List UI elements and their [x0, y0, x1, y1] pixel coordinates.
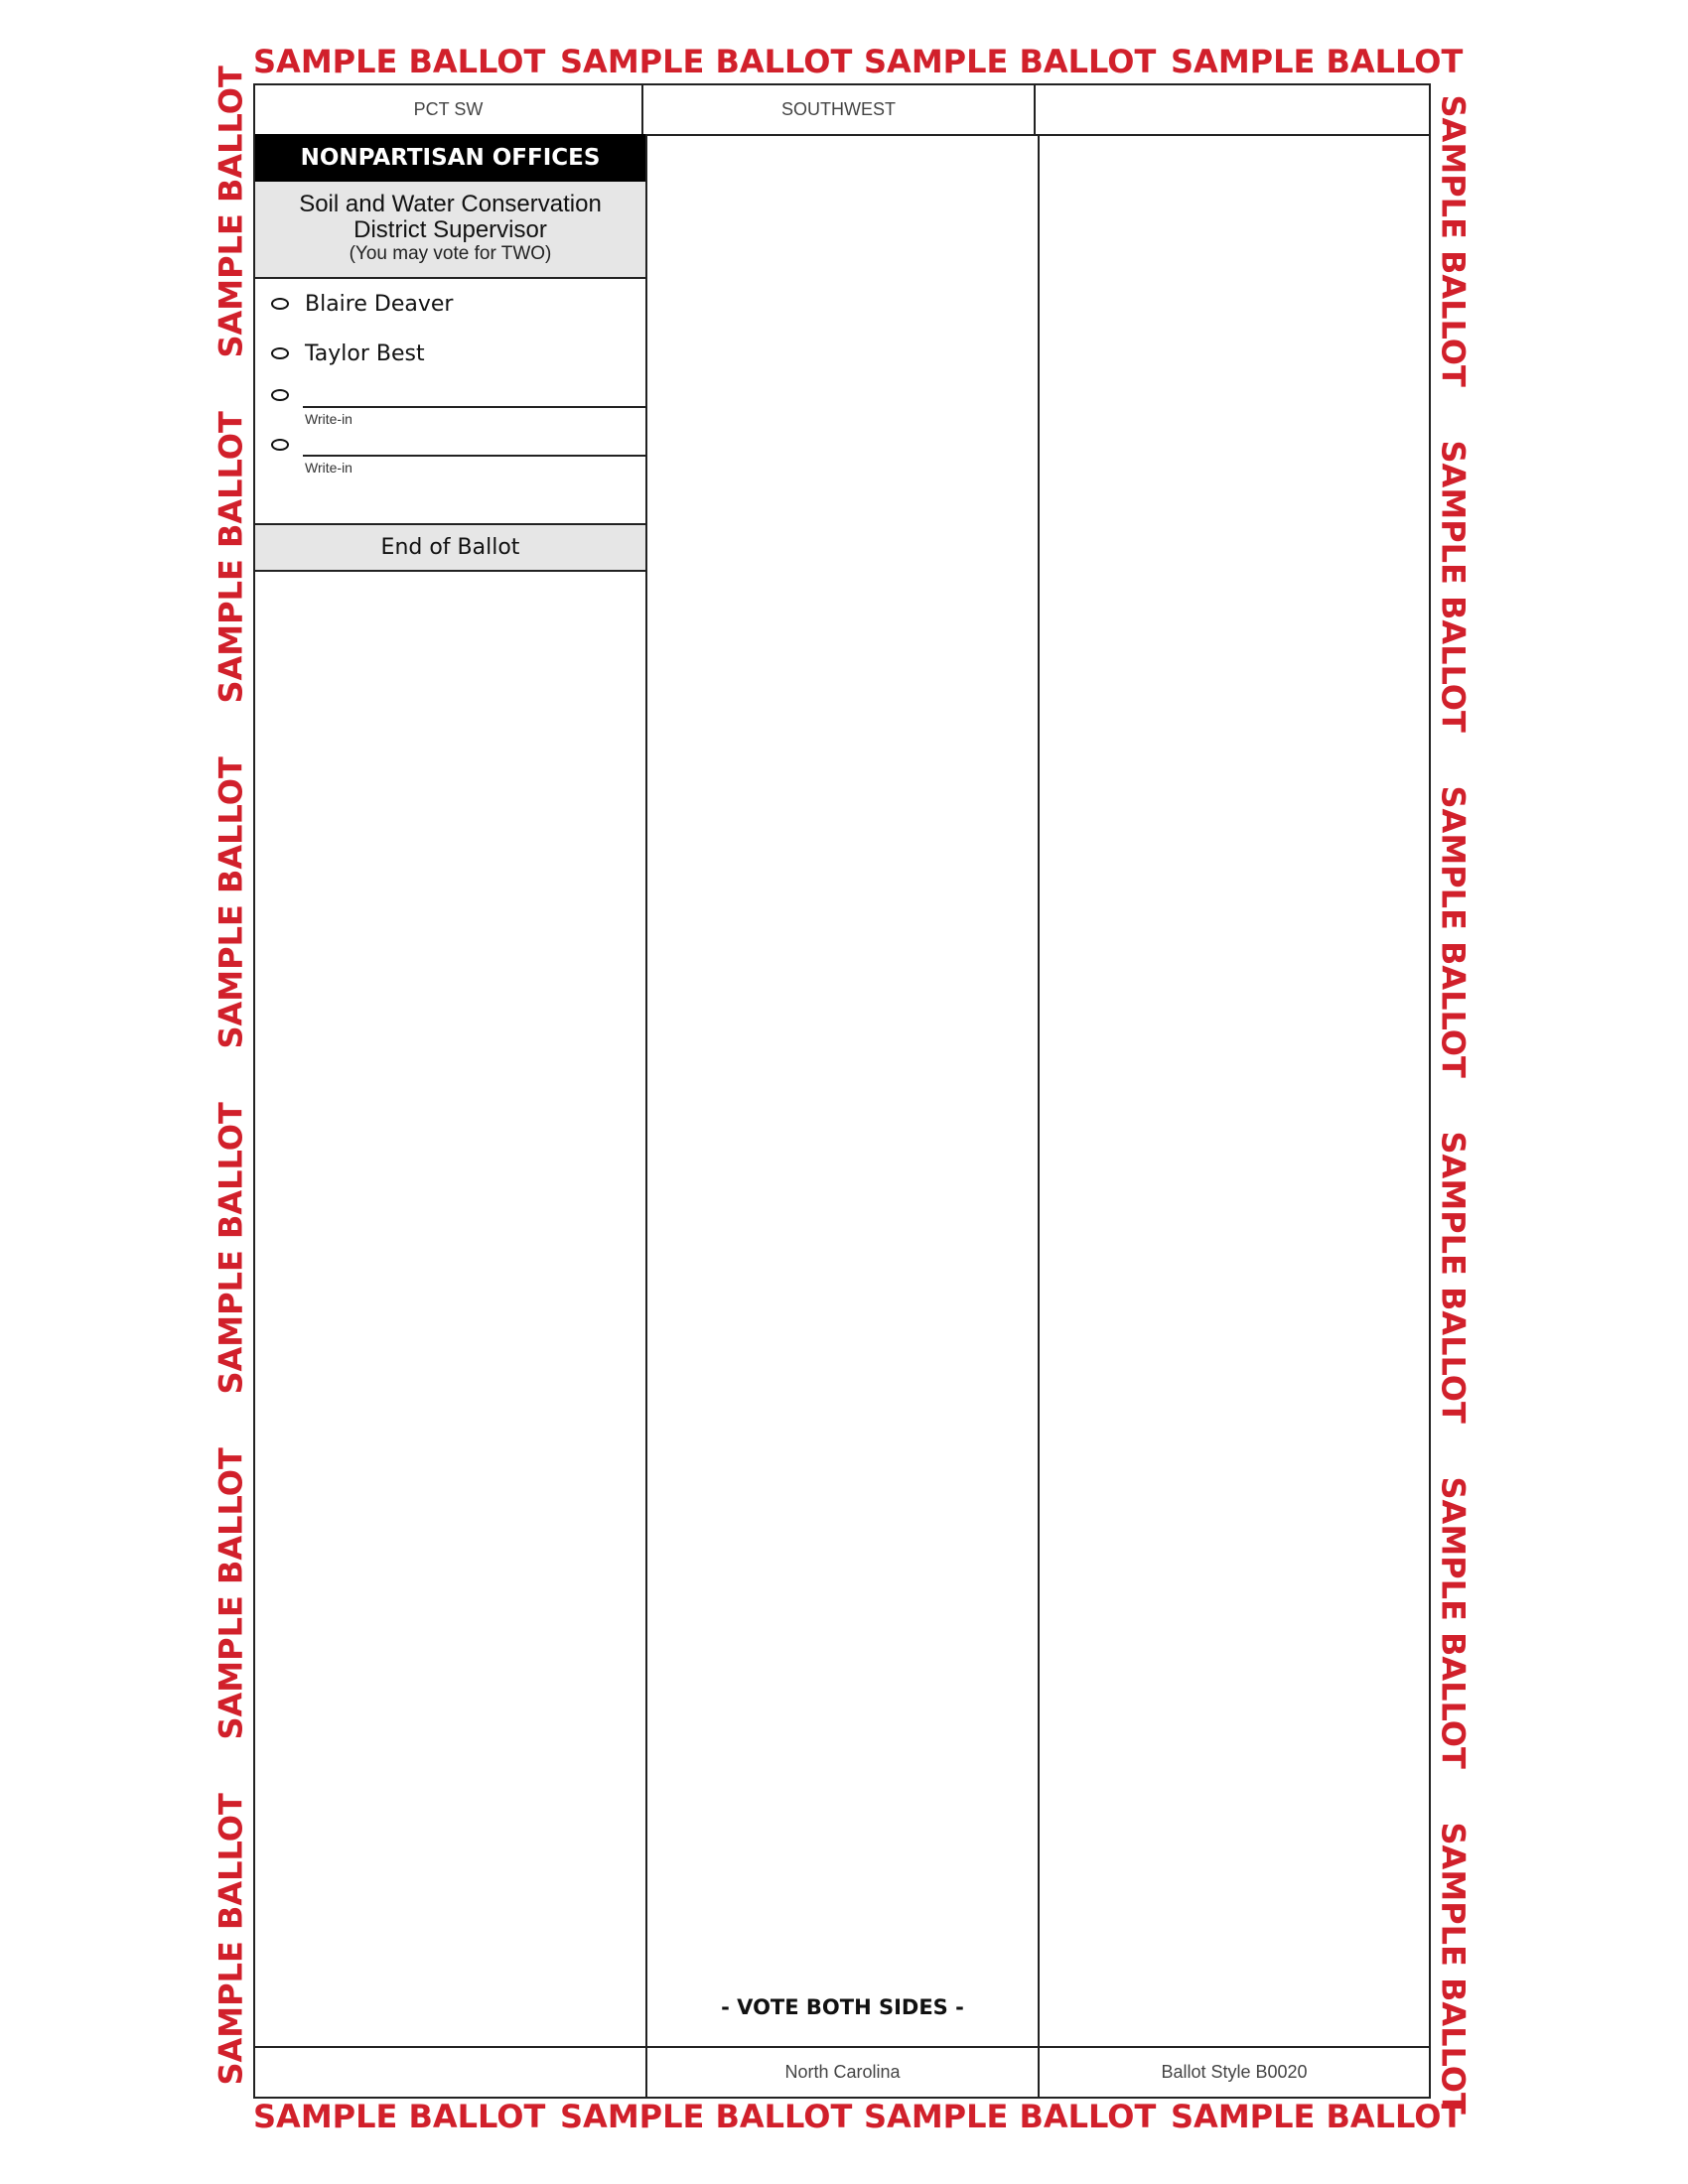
watermark-left-1: SAMPLE BALLOT [211, 66, 250, 358]
watermark-bottom-4: SAMPLE BALLOT [1171, 2098, 1464, 2135]
watermark-top-2: SAMPLE BALLOT [560, 43, 853, 80]
district-label: SOUTHWEST [643, 85, 1036, 134]
writein-line-2[interactable] [303, 455, 645, 457]
precinct-label: PCT SW [255, 85, 643, 134]
contest-title-line1: Soil and Water Conservation [299, 191, 602, 217]
watermark-right-4: SAMPLE BALLOT [1434, 1131, 1473, 1424]
watermark-bottom-3: SAMPLE BALLOT [864, 2098, 1157, 2135]
ballot-footer [255, 2046, 1429, 2097]
vote-oval[interactable] [271, 389, 289, 401]
state-label: North Carolina [647, 2048, 1040, 2097]
contest-heading [255, 182, 645, 279]
choice-taylor-best[interactable] [271, 337, 645, 370]
watermark-right-1: SAMPLE BALLOT [1434, 94, 1473, 387]
vote-oval[interactable] [271, 347, 289, 359]
contest-title-line2: District Supervisor [353, 216, 547, 243]
watermark-right-6: SAMPLE BALLOT [1434, 1822, 1473, 2115]
watermark-left-2: SAMPLE BALLOT [211, 411, 250, 704]
candidate-name: Taylor Best [305, 341, 425, 366]
footer-cell-1 [255, 2048, 647, 2097]
column-divider-1 [645, 134, 647, 2048]
header-cell-3 [1036, 85, 1429, 134]
watermark-right-5: SAMPLE BALLOT [1434, 1476, 1473, 1769]
vote-both-sides-note: - VOTE BOTH SIDES - [721, 1995, 964, 2019]
choice-blaire-deaver[interactable] [271, 287, 645, 321]
watermark-left-3: SAMPLE BALLOT [211, 756, 250, 1049]
writein-label-2: Write-in [305, 460, 352, 476]
watermark-left-5: SAMPLE BALLOT [211, 1447, 250, 1740]
writein-line-1[interactable] [303, 406, 645, 408]
watermark-left-6: SAMPLE BALLOT [211, 1793, 250, 2086]
writein-label-1: Write-in [305, 411, 352, 427]
watermark-left-4: SAMPLE BALLOT [211, 1102, 250, 1395]
candidate-name: Blaire Deaver [305, 291, 454, 317]
watermark-top-4: SAMPLE BALLOT [1171, 43, 1464, 80]
column-divider-2 [1038, 134, 1040, 2048]
contest-instruction: (You may vote for TWO) [349, 243, 552, 264]
end-of-ballot: End of Ballot [255, 523, 645, 572]
vote-oval[interactable] [271, 298, 289, 310]
ballot-header [255, 85, 1429, 136]
ballot-column-1 [255, 134, 645, 572]
vote-oval[interactable] [271, 439, 289, 451]
watermark-right-3: SAMPLE BALLOT [1434, 785, 1473, 1078]
watermark-bottom-1: SAMPLE BALLOT [253, 2098, 546, 2135]
ballot-style-label: Ballot Style B0020 [1161, 2062, 1308, 2082]
contest-choices [255, 279, 645, 523]
section-heading: NONPARTISAN OFFICES [255, 134, 645, 182]
watermark-top-1: SAMPLE BALLOT [253, 43, 546, 80]
watermark-right-2: SAMPLE BALLOT [1434, 440, 1473, 733]
watermark-top-3: SAMPLE BALLOT [864, 43, 1157, 80]
watermark-bottom-2: SAMPLE BALLOT [560, 2098, 853, 2135]
ballot-frame [253, 83, 1431, 2099]
